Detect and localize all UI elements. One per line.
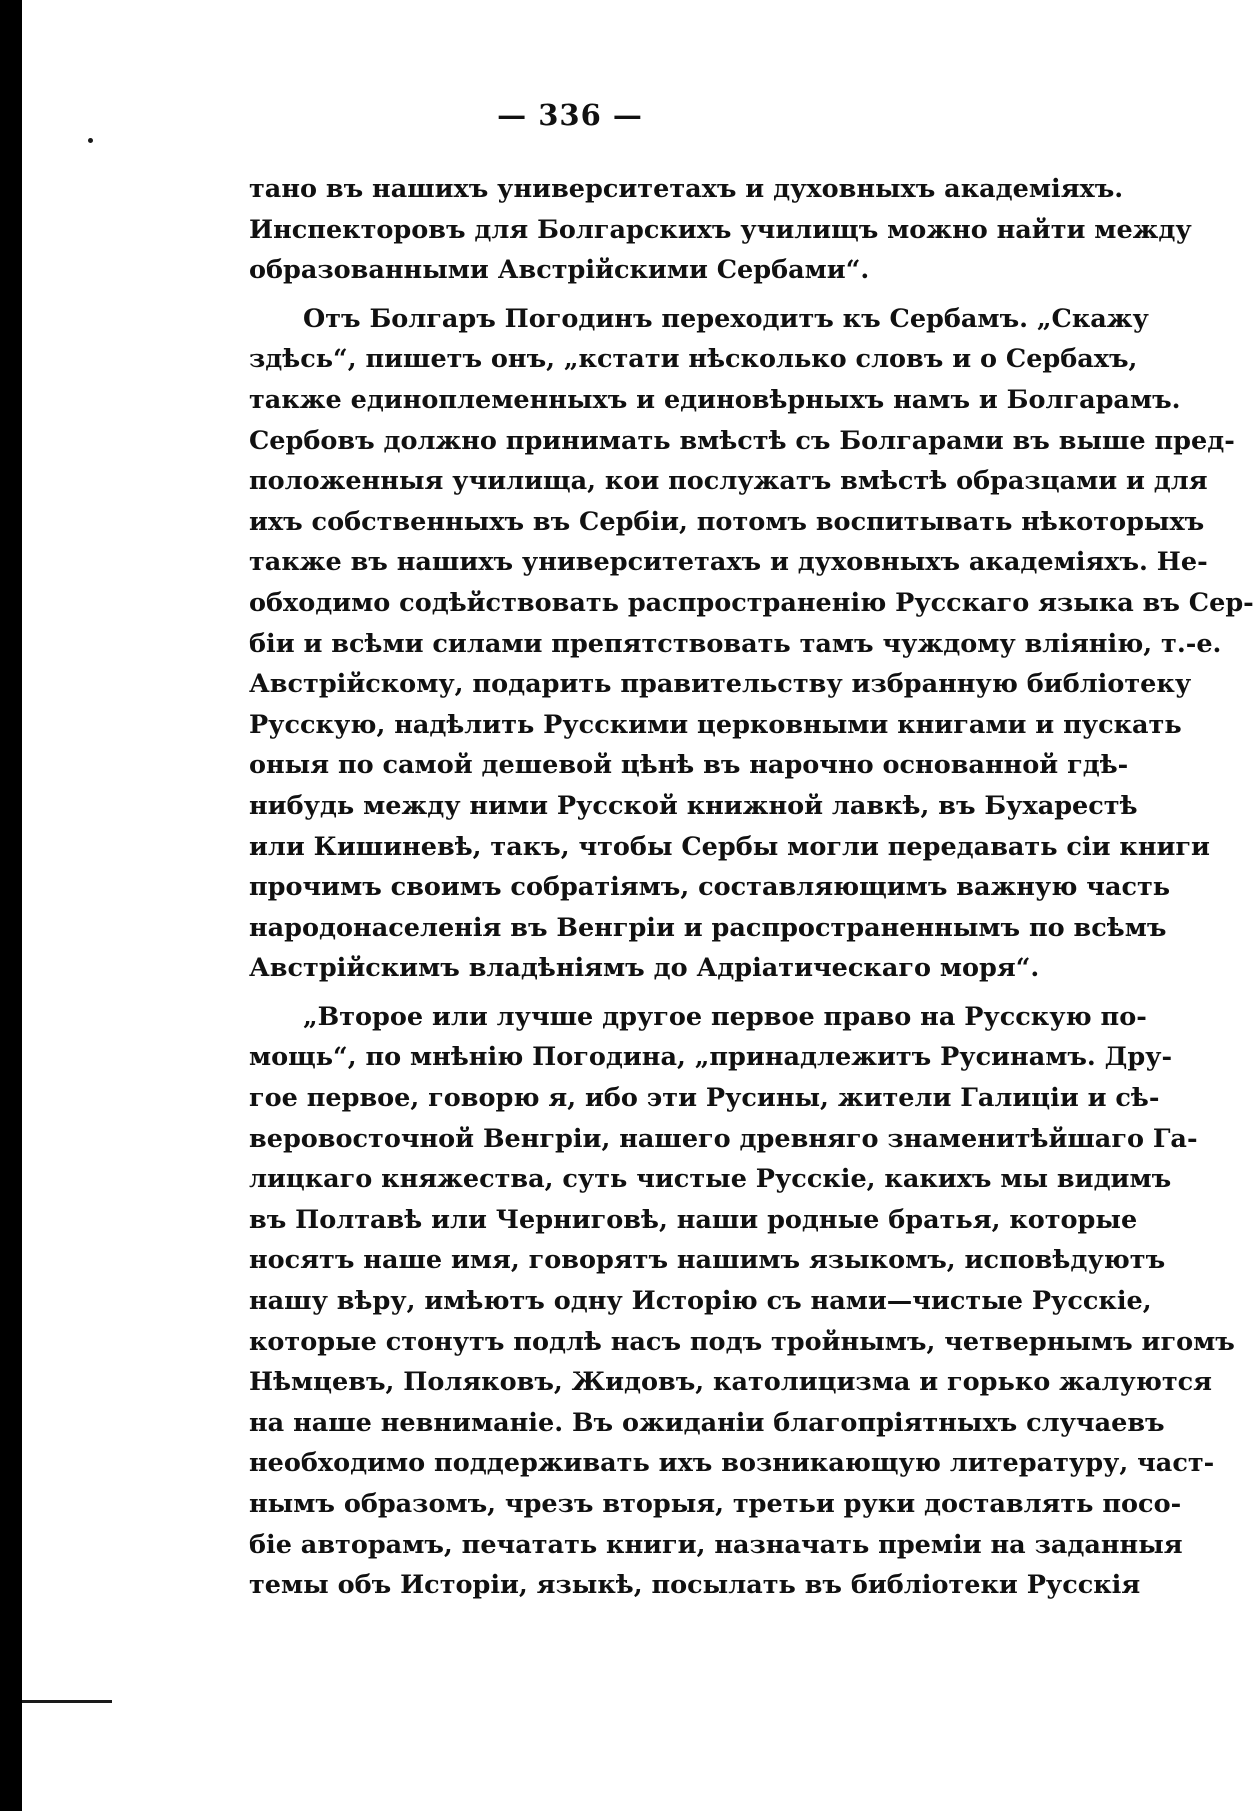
text-line: или Кишиневѣ, такъ, чтобы Сербы могли передавать сіи книги <box>249 831 1210 862</box>
text-line: Австрійскому, подарить правительству избранную библіотеку <box>249 669 1192 700</box>
text-line: гое первое, говорю я, ибо эти Русины, жители Галиціи и сѣ- <box>249 1083 1160 1114</box>
paragraph-gap <box>249 291 1101 299</box>
text-line: положенныя училища, кои послужатъ вмѣстѣ образцами и для <box>249 466 1208 497</box>
text-line: оныя по самой дешевой цѣнѣ въ нарочно основанной гдѣ- <box>249 750 1129 781</box>
text-line: Русскую, надѣлить Русскими церковными книгами и пускать <box>249 709 1182 740</box>
scan-edge-mark <box>22 1700 112 1703</box>
text-line: обходимо содѣйствовать распространенію Русскаго языка въ Сер- <box>249 587 1254 618</box>
scan-speck <box>88 138 93 143</box>
text-line: нымъ образомъ, чрезъ вторыя, третьи руки доставлять посо- <box>249 1489 1182 1519</box>
text-line: веровосточной Венгріи, нашего древняго знаменитѣйшаго Га- <box>249 1123 1198 1154</box>
text-line: въ Полтавѣ или Черниговѣ, наши родные братья, которые <box>249 1204 1138 1235</box>
text-line: носятъ наше имя, говорятъ нашимъ языкомъ, исповѣдуютъ <box>249 1245 1166 1276</box>
text-line: на наше невниманіе. Въ ожиданіи благопріятныхъ случаевъ <box>249 1407 1165 1438</box>
page-number: — 336 — <box>497 98 643 132</box>
text-line: біи и всѣми силами препятствовать тамъ чуждому вліянію, т.-е. <box>249 628 1222 659</box>
text-line: тано въ нашихъ университетахъ и духовныхъ академіяхъ. <box>249 174 1124 204</box>
paragraph-gap <box>249 989 1101 997</box>
text-line: Нѣмцевъ, Поляковъ, Жидовъ, католицизма и горько жалуются <box>249 1367 1213 1398</box>
body-text <box>249 169 1254 1606</box>
text-line: ихъ собственныхъ въ Сербіи, потомъ воспитывать нѣкоторыхъ <box>249 506 1205 537</box>
text-line: прочимъ своимъ собратіямъ, составляющимъ важную часть <box>249 872 1171 903</box>
text-line: также единоплеменныхъ и единовѣрныхъ намъ и Болгарамъ. <box>249 384 1181 415</box>
text-line: Отъ Болгаръ Погодинъ переходитъ къ Сербамъ. „Скажу <box>303 303 1149 334</box>
text-line: народонаселенія въ Венгріи и распространеннымъ по всѣмъ <box>249 912 1167 943</box>
text-line: Инспекторовъ для Болгарскихъ училищъ можно найти между <box>249 214 1192 245</box>
text-line: также въ нашихъ университетахъ и духовныхъ академіяхъ. Не- <box>249 547 1208 578</box>
text-line: „Второе или лучше другое первое право на Русскую по- <box>303 1001 1147 1032</box>
text-line: образованными Австрійскими Сербами“. <box>249 255 870 286</box>
text-line: темы объ Исторіи, языкѣ, посылать въ библіотеки Русскія <box>249 1570 1141 1601</box>
text-line: Сербовъ должно принимать вмѣстѣ съ Болгарами въ выше пред- <box>249 425 1235 456</box>
text-line: Австрійскимъ владѣніямъ до Адріатическаго моря“. <box>249 953 1040 984</box>
text-line: которые стонутъ подлѣ насъ подъ тройнымъ, четвернымъ игомъ <box>249 1326 1235 1357</box>
scan-dark-edge <box>0 0 22 1811</box>
text-line: необходимо поддерживать ихъ возникающую литературу, част- <box>249 1448 1215 1479</box>
text-line: лицкаго княжества, суть чистые Русскіе, какихъ мы видимъ <box>249 1164 1172 1195</box>
text-line: мощь“, по мнѣнію Погодина, „принадлежитъ Русинамъ. Дру- <box>249 1042 1173 1073</box>
text-line: здѣсь“, пишетъ онъ, „кстати нѣсколько словъ и о Сербахъ, <box>249 344 1138 375</box>
text-line: нашу вѣру, имѣютъ одну Исторію съ нами—чистые Русскіе, <box>249 1286 1152 1317</box>
text-line: нибудь между ними Русской книжной лавкѣ, въ Бухарестѣ <box>249 790 1138 821</box>
text-line: біе авторамъ, печатать книги, назначать преміи на заданныя <box>249 1529 1183 1560</box>
